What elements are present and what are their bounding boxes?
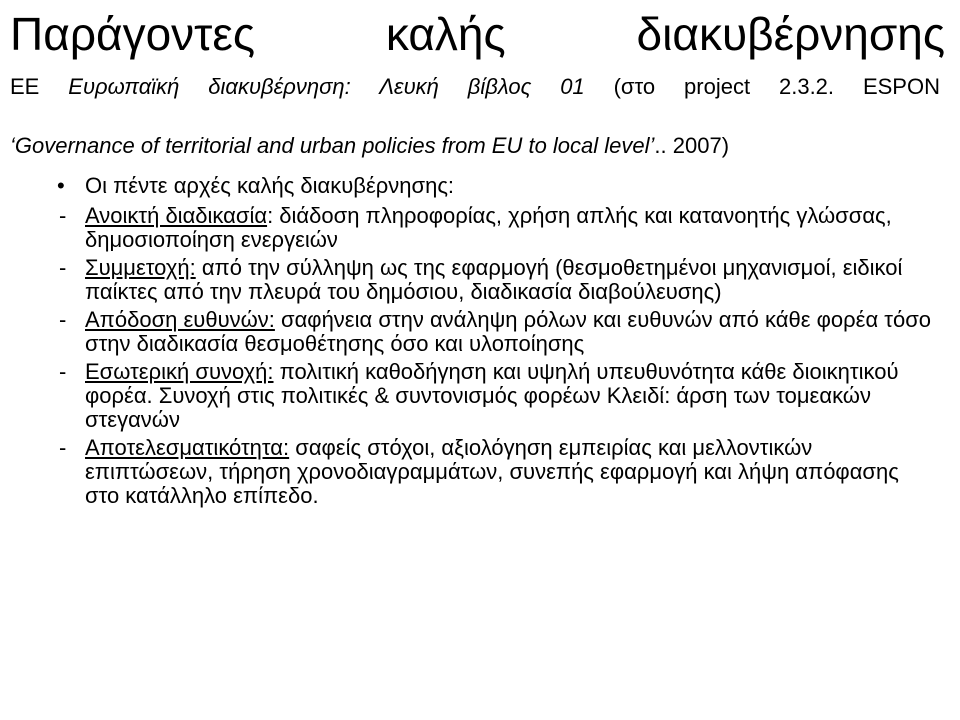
intro-bullet-text: Οι πέντε αρχές καλής διακυβέρνησης: [85, 173, 455, 198]
principle-term: Εσωτερική συνοχή: [85, 359, 274, 384]
content-body [55, 174, 935, 512]
source-project-reference: (στο project 2.3.2. ESPON [584, 74, 940, 99]
dash-marker: - [59, 359, 67, 384]
source-year: .. 2007) [654, 133, 730, 158]
principle-description: : διάδοση πληροφορίας, χρήση απλής και κατανοητής γλώσσας, δημοσιοποίηση ενεργειών [85, 203, 892, 252]
principle-term: Ανοικτή διαδικασία [85, 203, 268, 228]
source-project-name: ‘Governance of territorial and urban policies from EU to local level’ [10, 133, 655, 158]
slide-title: Παράγοντες καλής διακυβέρνησης [10, 8, 945, 60]
principle-description: σαφήνεια στην ανάληψη ρόλων και ευθυνών από κάθε φορέα τόσο στην διαδικασία θεσμοθέτησης όσο και υλοποίησης [85, 307, 932, 356]
intro-bullet [55, 174, 935, 198]
dash-marker: - [59, 255, 67, 280]
principle-item-coherence [55, 360, 935, 432]
source-document-title: Ευρωπαϊκή διακυβέρνηση: Λευκή βίβλος 01 [68, 74, 585, 99]
dash-marker: - [59, 203, 67, 228]
source-citation-line-1 [10, 74, 940, 100]
principle-item-participation [55, 256, 935, 304]
source-citation-line-2 [10, 133, 940, 159]
principle-item-accountability [55, 308, 935, 356]
principle-description: από την σύλληψη ως της εφαρμογή (θεσμοθετημένοι μηχανισμοί, ειδικοί παίκτες από την πλευρά του δημόσιου, διαδικασία διαβούλευσης) [85, 255, 903, 304]
dash-marker: - [59, 307, 67, 332]
principle-term: Αποτελεσματικότητα: [85, 435, 290, 460]
principle-description: πολιτική καθοδήγηση και υψηλή υπευθυνότητα κάθε διοικητικού φορέα. Συνοχή στις πολιτικές & συντονισμός φορέων Κλειδί: άρση των τομεακών στεγανών [85, 359, 899, 432]
dash-marker: - [59, 435, 67, 460]
principle-description: σαφείς στόχοι, αξιολόγηση εμπειρίας και μελλοντικών επιπτώσεων, τήρηση χρονοδιαγραμμάτων, συνεπής εφαρμογή και λήψη απόφασης στο κατάλληλο επίπεδο. [85, 435, 899, 508]
principle-term: Απόδοση ευθυνών: [85, 307, 275, 332]
source-prefix: ΕΕ [10, 74, 69, 99]
principle-item-open-process [55, 204, 935, 252]
bullet-marker: • [57, 173, 65, 198]
principle-term: Συμμετοχή: [85, 255, 196, 280]
principle-item-effectiveness [55, 436, 935, 508]
